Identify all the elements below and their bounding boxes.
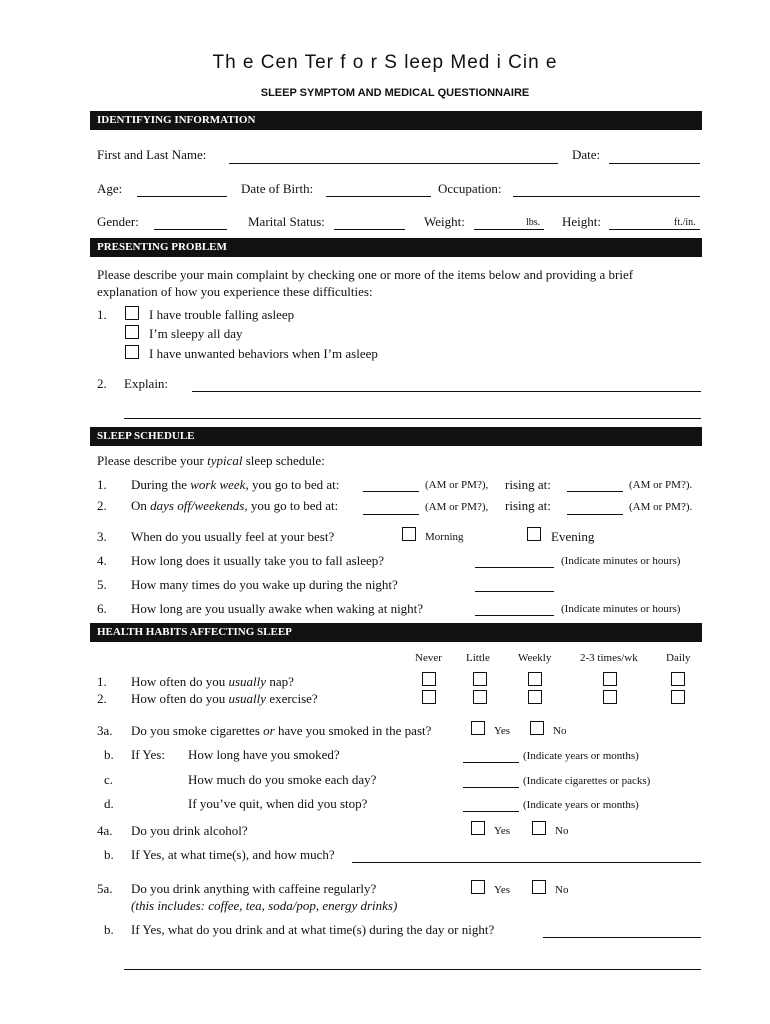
wake-times-field[interactable] [475, 591, 554, 592]
schedule-q6-number: 6. [97, 601, 107, 616]
schedule-q1-number: 1. [97, 477, 107, 492]
alcohol-no-label: No [555, 825, 569, 837]
exercise-weekly-checkbox[interactable] [528, 690, 542, 704]
workweek-bedtime-ampm: (AM or PM?), [425, 479, 489, 491]
exercise-never-checkbox[interactable] [422, 690, 436, 704]
weight-field[interactable] [474, 229, 544, 230]
gender-field[interactable] [154, 229, 227, 230]
smoke-duration-question: How long have you smoked? [188, 747, 340, 762]
best-time-question: When do you usually feel at your best? [131, 529, 335, 544]
freq-header-weekly: Weekly [518, 652, 552, 664]
explain-label: Explain: [124, 376, 169, 391]
exercise-question: How often do you usually exercise? [131, 691, 318, 706]
height-unit: ft./in. [674, 217, 696, 228]
presenting-item2-number: 2. [97, 376, 107, 391]
fall-asleep-question: How long does it usually take you to fall asleep? [131, 553, 385, 568]
nap-question: How often do you usually nap? [131, 674, 294, 689]
alcohol-no-checkbox[interactable] [532, 821, 546, 835]
explain-field-line1[interactable] [192, 391, 701, 392]
presenting-intro-line1: Please describe your main complaint by checking one or more of the items below and providing a brief [97, 267, 634, 282]
occupation-label: Occupation: [438, 181, 502, 196]
occupation-field[interactable] [513, 196, 700, 197]
option-sleepy-all-day: I’m sleepy all day [149, 326, 243, 341]
morning-checkbox[interactable] [402, 527, 416, 541]
alcohol-amount-question: If Yes, at what time(s), and how much? [131, 847, 335, 862]
option-trouble-falling-asleep: I have trouble falling asleep [149, 307, 295, 322]
weekend-rising-label: rising at: [505, 498, 551, 513]
habits-q4b-number: b. [104, 847, 114, 862]
schedule-q3-number: 3. [97, 529, 107, 544]
alcohol-amount-field[interactable] [352, 862, 701, 863]
awake-duration-hint: (Indicate minutes or hours) [561, 603, 681, 615]
nap-weekly-checkbox[interactable] [528, 672, 542, 686]
habits-q4a-number: 4a. [97, 823, 113, 838]
weekend-rising-field[interactable] [567, 514, 623, 515]
marital-field[interactable] [334, 229, 405, 230]
smoke-yes-checkbox[interactable] [471, 721, 485, 735]
schedule-intro: Please describe your typical sleep schedule: [97, 453, 325, 468]
habits-q2-number: 2. [97, 691, 107, 706]
evening-checkbox[interactable] [527, 527, 541, 541]
name-label: First and Last Name: [97, 147, 207, 162]
nap-never-checkbox[interactable] [422, 672, 436, 686]
habits-q1-number: 1. [97, 674, 107, 689]
caffeine-yes-label: Yes [494, 884, 511, 896]
wake-times-question: How many times do you wake up during the night? [131, 577, 398, 592]
date-field[interactable] [609, 163, 700, 164]
evening-label: Evening [551, 529, 595, 544]
weekend-bedtime-field[interactable] [363, 514, 419, 515]
workweek-rising-ampm: (AM or PM?). [629, 479, 693, 491]
gender-label: Gender: [97, 214, 139, 229]
habits-q3b-number: b. [104, 747, 114, 762]
exercise-2-3-times-checkbox[interactable] [603, 690, 617, 704]
weight-unit: lbs. [526, 217, 541, 228]
section-header-habits: HEALTH HABITS AFFECTING SLEEP [90, 623, 702, 642]
quit-smoking-hint: (Indicate years or months) [523, 799, 639, 811]
nap-little-checkbox[interactable] [473, 672, 487, 686]
weekend-bedtime-question: On days off/weekends, you go to bed at: [131, 498, 339, 513]
nap-2-3-times-checkbox[interactable] [603, 672, 617, 686]
fall-asleep-hint: (Indicate minutes or hours) [561, 555, 681, 567]
caffeine-no-checkbox[interactable] [532, 880, 546, 894]
smoke-duration-field[interactable] [463, 762, 519, 763]
alcohol-question: Do you drink alcohol? [131, 823, 248, 838]
exercise-little-checkbox[interactable] [473, 690, 487, 704]
awake-duration-field[interactable] [475, 615, 554, 616]
caffeine-yes-checkbox[interactable] [471, 880, 485, 894]
freq-header-daily: Daily [666, 652, 691, 664]
schedule-q5-number: 5. [97, 577, 107, 592]
habits-q5a-number: 5a. [97, 881, 113, 896]
schedule-q4-number: 4. [97, 553, 107, 568]
height-field[interactable] [609, 229, 700, 230]
nap-daily-checkbox[interactable] [671, 672, 685, 686]
age-label: Age: [97, 181, 123, 196]
habits-q3c-number: c. [104, 772, 114, 787]
workweek-rising-label: rising at: [505, 477, 551, 492]
freq-header-2-3-times: 2-3 times/wk [580, 652, 638, 664]
schedule-q2-number: 2. [97, 498, 107, 513]
exercise-daily-checkbox[interactable] [671, 690, 685, 704]
caffeine-no-label: No [555, 884, 569, 896]
workweek-bedtime-field[interactable] [363, 491, 419, 492]
section-header-identifying: IDENTIFYING INFORMATION [90, 111, 702, 130]
caffeine-detail-field-line1[interactable] [543, 937, 701, 938]
smoke-no-checkbox[interactable] [530, 721, 544, 735]
weekend-rising-ampm: (AM or PM?). [629, 501, 693, 513]
weight-label: Weight: [424, 214, 465, 229]
dob-field[interactable] [326, 196, 431, 197]
awake-duration-question: How long are you usually awake when waking at night? [131, 601, 424, 616]
caffeine-note: (this includes: coffee, tea, soda/pop, energy drinks) [131, 898, 398, 913]
name-field[interactable] [229, 163, 558, 164]
smoke-amount-field[interactable] [463, 787, 519, 788]
morning-label: Morning [425, 531, 464, 543]
fall-asleep-field[interactable] [475, 567, 554, 568]
habits-q5b-number: b. [104, 922, 114, 937]
section-header-presenting: PRESENTING PROBLEM [90, 238, 702, 257]
habits-q3a-number: 3a. [97, 723, 113, 738]
trouble-falling-asleep-checkbox[interactable] [125, 306, 139, 320]
workweek-rising-field[interactable] [567, 491, 623, 492]
marital-label: Marital Status: [248, 214, 325, 229]
document-subtitle: SLEEP SYMPTOM AND MEDICAL QUESTIONNAIRE [260, 87, 530, 99]
presenting-intro-line2: explanation of how you experience these difficulties: [97, 284, 373, 299]
dob-label: Date of Birth: [241, 181, 314, 196]
smoke-no-label: No [553, 725, 567, 737]
caffeine-question: Do you drink anything with caffeine regularly? [131, 881, 377, 896]
date-label: Date: [572, 147, 601, 162]
unwanted-behaviors-checkbox[interactable] [125, 345, 139, 359]
freq-header-little: Little [466, 652, 490, 664]
quit-smoking-question: If you’ve quit, when did you stop? [188, 796, 368, 811]
quit-smoking-field[interactable] [463, 811, 519, 812]
alcohol-yes-checkbox[interactable] [471, 821, 485, 835]
weekend-bedtime-ampm: (AM or PM?), [425, 501, 489, 513]
freq-header-never: Never [415, 652, 442, 664]
smoke-amount-question: How much do you smoke each day? [188, 772, 377, 787]
smoke-duration-hint: (Indicate years or months) [523, 750, 639, 762]
height-label: Height: [562, 214, 601, 229]
option-unwanted-behaviors: I have unwanted behaviors when I’m asleep [149, 346, 378, 361]
sleepy-all-day-checkbox[interactable] [125, 325, 139, 339]
smoke-yes-label: Yes [494, 725, 511, 737]
caffeine-detail-question: If Yes, what do you drink and at what time(s) during the day or night? [131, 922, 495, 937]
workweek-bedtime-question: During the work week, you go to bed at: [131, 477, 340, 492]
age-field[interactable] [137, 196, 227, 197]
smoke-question: Do you smoke cigarettes or have you smoked in the past? [131, 723, 432, 738]
habits-q3d-number: d. [104, 796, 114, 811]
alcohol-yes-label: Yes [494, 825, 511, 837]
caffeine-detail-field-line2[interactable] [124, 969, 701, 970]
smoke-amount-hint: (Indicate cigarettes or packs) [523, 775, 651, 787]
presenting-item1-number: 1. [97, 307, 107, 322]
section-header-schedule: SLEEP SCHEDULE [90, 427, 702, 446]
explain-field-line2[interactable] [124, 418, 701, 419]
document-title: Th e Cen Ter f o r S leep Med i Cin e [212, 52, 558, 73]
if-yes-label: If Yes: [131, 747, 165, 762]
